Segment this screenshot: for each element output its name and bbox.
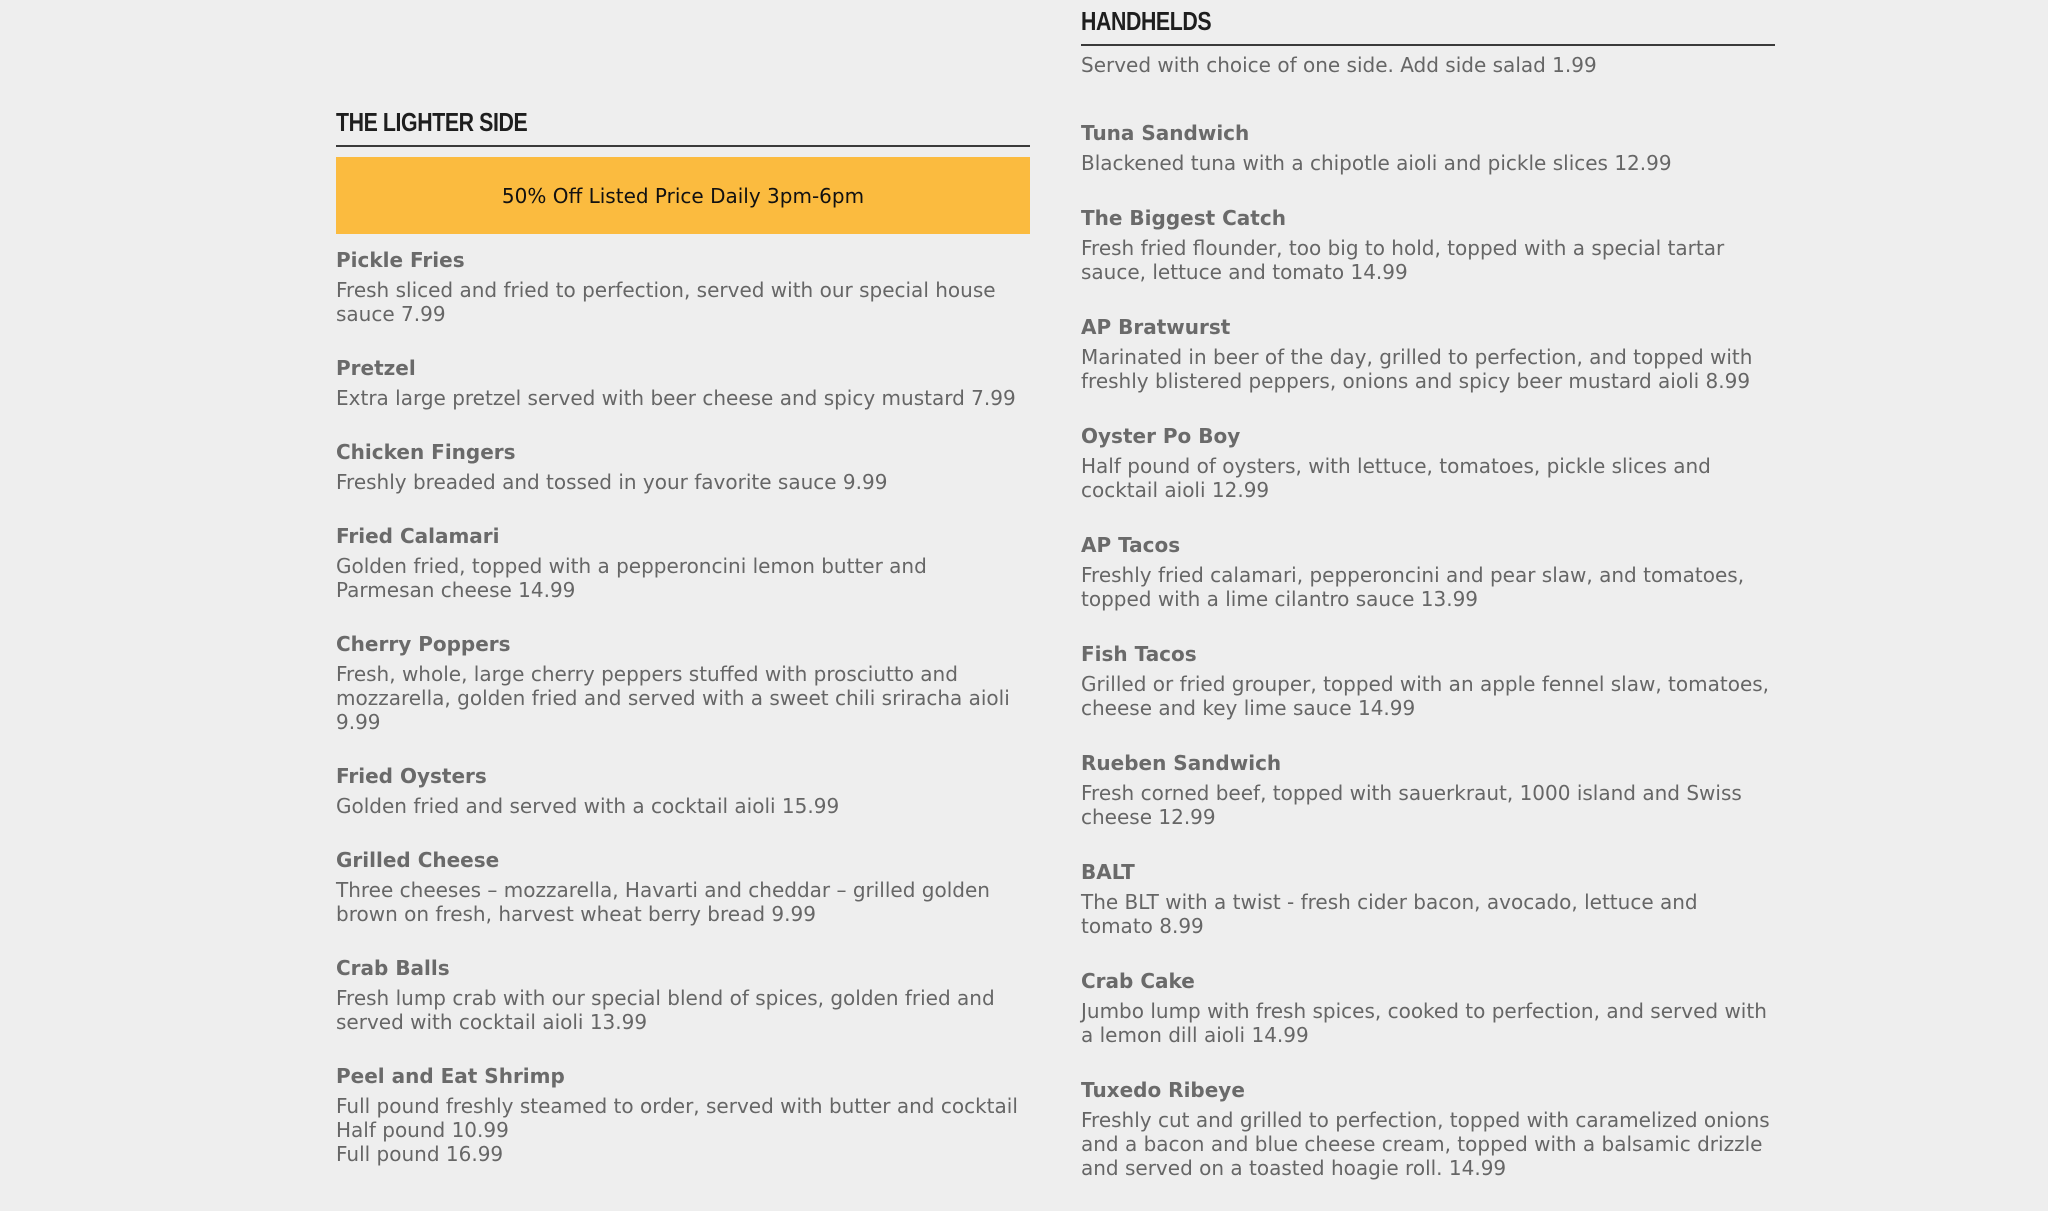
lighter-side-menu-list bbox=[336, 248, 1030, 1166]
menu-item-description: Grilled or fried grouper, topped with an apple fennel slaw, tomatoes, cheese and key lime sauce 14.99 bbox=[1081, 672, 1770, 720]
menu-item-description: Golden fried, topped with a pepperoncini lemon butter and Parmesan cheese 14.99 bbox=[336, 554, 927, 602]
menu-item-name: Crab Cake bbox=[1081, 969, 1195, 993]
lighter-side-section bbox=[336, 0, 1030, 1196]
menu-item-name: Grilled Cheese bbox=[336, 848, 500, 872]
menu-item-description: Full pound freshly steamed to order, served with butter and cocktail Half pound 10.99 Full pound 16.99 bbox=[336, 1094, 1018, 1166]
menu-item-description: Fresh lump crab with our special blend of spices, golden fried and served with cocktail aioli 13.99 bbox=[336, 986, 995, 1034]
menu-item-name: Tuxedo Ribeye bbox=[1081, 1078, 1245, 1102]
menu-item-name: AP Tacos bbox=[1081, 533, 1181, 557]
menu-item bbox=[336, 764, 1030, 818]
lighter-side-title: THE LIGHTER SIDE bbox=[336, 107, 528, 137]
menu-item-name: Fish Tacos bbox=[1081, 642, 1197, 666]
handhelds-divider bbox=[1081, 44, 1775, 46]
menu-item-name: Pickle Fries bbox=[336, 248, 465, 272]
menu-item-name: Cherry Poppers bbox=[336, 632, 511, 656]
menu-item bbox=[1081, 1078, 1775, 1180]
menu-item bbox=[1081, 206, 1775, 284]
menu-item-description: Golden fried and served with a cocktail aioli 15.99 bbox=[336, 794, 840, 818]
handhelds-section bbox=[1081, 0, 1775, 1211]
menu-item-name: Pretzel bbox=[336, 356, 416, 380]
menu-item-description: Fresh, whole, large cherry peppers stuffed with prosciutto and mozzarella, golden fried and served with a sweet chili sriracha aioli 9.99 bbox=[336, 662, 1010, 734]
handhelds-title: HANDHELDS bbox=[1081, 6, 1212, 36]
menu-item bbox=[1081, 751, 1775, 829]
menu-item bbox=[336, 632, 1030, 734]
menu-item-name: Tuna Sandwich bbox=[1081, 121, 1250, 145]
menu-item-name: Crab Balls bbox=[336, 956, 450, 980]
menu-item-name: Peel and Eat Shrimp bbox=[336, 1064, 565, 1088]
menu-item bbox=[1081, 424, 1775, 502]
menu-item bbox=[336, 848, 1030, 926]
menu-item bbox=[336, 248, 1030, 326]
menu-item-name: Chicken Fingers bbox=[336, 440, 516, 464]
menu-item-name: AP Bratwurst bbox=[1081, 315, 1231, 339]
handhelds-heading bbox=[1081, 8, 1775, 46]
handhelds-side-note: Served with choice of one side. Add side salad 1.99 bbox=[1081, 53, 1597, 77]
menu-item-name: Oyster Po Boy bbox=[1081, 424, 1241, 448]
menu-item-description: Half pound of oysters, with lettuce, tomatoes, pickle slices and cocktail aioli 12.99 bbox=[1081, 454, 1711, 502]
menu-item-description: Freshly fried calamari, pepperoncini and pear slaw, and tomatoes, topped with a lime cilantro sauce 13.99 bbox=[1081, 563, 1745, 611]
menu-item-description: Three cheeses – mozzarella, Havarti and cheddar – grilled golden brown on fresh, harvest wheat berry bread 9.99 bbox=[336, 878, 990, 926]
menu-item bbox=[1081, 642, 1775, 720]
lighter-side-divider bbox=[336, 145, 1030, 147]
menu-item bbox=[336, 956, 1030, 1034]
menu-item bbox=[336, 524, 1030, 602]
menu-item-description: Freshly breaded and tossed in your favorite sauce 9.99 bbox=[336, 470, 888, 494]
happy-hour-promo-banner: 50% Off Listed Price Daily 3pm-6pm bbox=[336, 157, 1030, 234]
menu-item-description: Freshly cut and grilled to perfection, topped with caramelized onions and a bacon and blue cheese cream, topped with a balsamic drizzle and served on a toasted hoagie roll. 14.99 bbox=[1081, 1108, 1770, 1180]
menu-item-name: BALT bbox=[1081, 860, 1135, 884]
menu-item-description: Extra large pretzel served with beer cheese and spicy mustard 7.99 bbox=[336, 386, 1016, 410]
menu-item bbox=[1081, 121, 1775, 175]
lighter-side-heading bbox=[336, 109, 1030, 147]
menu-item-description: Fresh corned beef, topped with sauerkraut, 1000 island and Swiss cheese 12.99 bbox=[1081, 781, 1742, 829]
menu-item-description: Marinated in beer of the day, grilled to perfection, and topped with freshly blistered peppers, onions and spicy beer mustard aioli 8.99 bbox=[1081, 345, 1753, 393]
menu-item bbox=[1081, 969, 1775, 1047]
menu-item-description: Blackened tuna with a chipotle aioli and pickle slices 12.99 bbox=[1081, 151, 1672, 175]
menu-item-name: The Biggest Catch bbox=[1081, 206, 1286, 230]
menu-item-name: Rueben Sandwich bbox=[1081, 751, 1282, 775]
menu-item-description: Jumbo lump with fresh spices, cooked to perfection, and served with a lemon dill aioli 14.99 bbox=[1081, 999, 1767, 1047]
menu-item bbox=[1081, 860, 1775, 938]
menu-item-name: Fried Oysters bbox=[336, 764, 487, 788]
menu-item bbox=[336, 356, 1030, 410]
menu-item bbox=[1081, 533, 1775, 611]
menu-item bbox=[336, 440, 1030, 494]
menu-item-description: Fresh sliced and fried to perfection, served with our special house sauce 7.99 bbox=[336, 278, 996, 326]
menu-item-description: Fresh fried flounder, too big to hold, topped with a special tartar sauce, lettuce and tomato 14.99 bbox=[1081, 236, 1725, 284]
menu-item bbox=[336, 1064, 1030, 1166]
menu-item bbox=[1081, 315, 1775, 393]
menu-item-description: The BLT with a twist - fresh cider bacon, avocado, lettuce and tomato 8.99 bbox=[1081, 890, 1698, 938]
menu-item-name: Fried Calamari bbox=[336, 524, 500, 548]
handhelds-menu-list bbox=[1081, 121, 1775, 1180]
